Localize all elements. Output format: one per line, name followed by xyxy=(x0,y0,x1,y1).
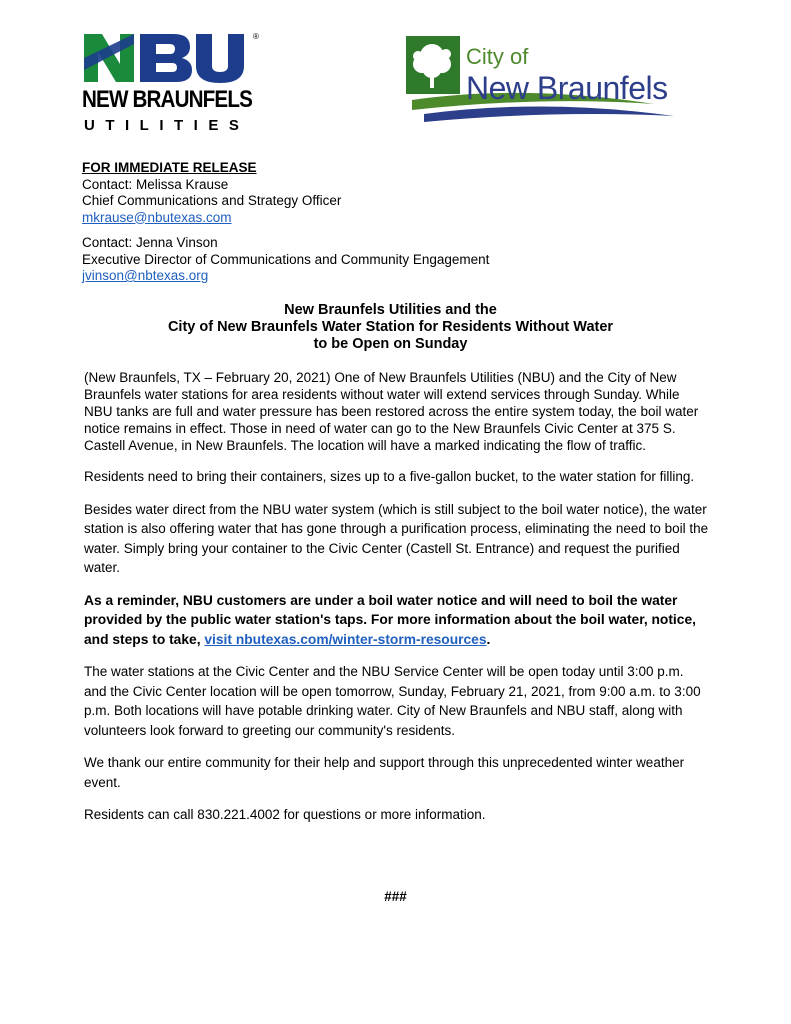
nbu-logo-name: NEW BRAUNFELS xyxy=(82,86,252,113)
release-label: FOR IMMEDIATE RELEASE xyxy=(82,160,257,175)
boil-notice-end: . xyxy=(486,631,491,647)
headline-line1: New Braunfels Utilities and the xyxy=(284,302,497,318)
headline-line2: City of New Braunfels Water Station for Residents Without Water xyxy=(167,319,614,335)
paragraph-boil-notice xyxy=(84,591,709,650)
nbu-logo xyxy=(82,30,262,138)
contact1-title: Chief Communications and Strategy Officer xyxy=(82,193,342,208)
press-body xyxy=(84,369,709,838)
city-logo-line2: New Braunfels xyxy=(466,70,668,106)
press-headline xyxy=(82,302,699,353)
paragraph-intro: (New Braunfels, TX – February 20, 2021) One of New Braunfels Utilities (NBU) and the City of New Braunfels water stations for area residents without water will extend services through Sunday. While NBU tanks are full and water pressure has been restored across the entire system today, the boil water notice remains in effect. Those in need of water can go to the New Braunfels Civic Center at 375 S. Castell Avenue, in New Braunfels. The location will have a marked indicating the flow of traffic. xyxy=(84,370,699,453)
paragraph-containers: Residents need to bring their containers, sizes up to a five-gallon bucket, to the water station for filling. xyxy=(84,469,695,484)
nbu-logo-subtitle: UTILITIES xyxy=(84,117,250,134)
registered-mark: ® xyxy=(253,32,259,41)
paragraph-thanks: We thank our entire community for their help and support through this unprecedented winter weather event. xyxy=(84,755,685,790)
paragraph-purified-water: Besides water direct from the NBU water system (which is still subject to the boil water notice), the water station is also offering water that has gone through a purification process, eliminating the need to boil the water. Simply bring your container to the Civic Center (Castell St. Entrance) and request the purified water. xyxy=(84,501,709,575)
headline-line3: to be Open on Sunday xyxy=(313,336,468,352)
city-logo-line1: City of xyxy=(466,44,529,69)
paragraph-contact-phone: Residents can call 830.221.4002 for questions or more information. xyxy=(84,807,486,822)
contact2-name: Contact: Jenna Vinson xyxy=(82,235,218,250)
release-header xyxy=(82,160,489,285)
winter-storm-resources-link[interactable]: visit nbutexas.com/winter-storm-resources xyxy=(204,631,487,647)
contact2-email-link[interactable]: jvinson@nbtexas.org xyxy=(82,268,209,283)
contact1-email-link[interactable]: mkrause@nbutexas.com xyxy=(82,209,232,225)
city-logo xyxy=(404,34,694,124)
nbu-logo-mark xyxy=(82,30,254,84)
paragraph-hours: The water stations at the Civic Center and the NBU Service Center will be open today until 3:00 p.m. and the Civic Center location will be open tomorrow, Sunday, February 21, 2021, from 9:00 a.m. to 3:00 p.m. Both locations will have potable drinking water. City of New Braunfels and NBU staff, along with volunteers look forward to greeting our community's residents. xyxy=(84,664,701,738)
contact2-title: Executive Director of Communications and Community Engagement xyxy=(82,251,490,267)
boil-notice-text: As a reminder, NBU customers are under a boil water notice and will need to boil the water provided by the public water station's taps. For more information about the boil water, notice, and steps to take, xyxy=(84,592,696,647)
contact1-name: Contact: Melissa Krause xyxy=(82,176,229,192)
end-mark: ### xyxy=(384,889,407,904)
